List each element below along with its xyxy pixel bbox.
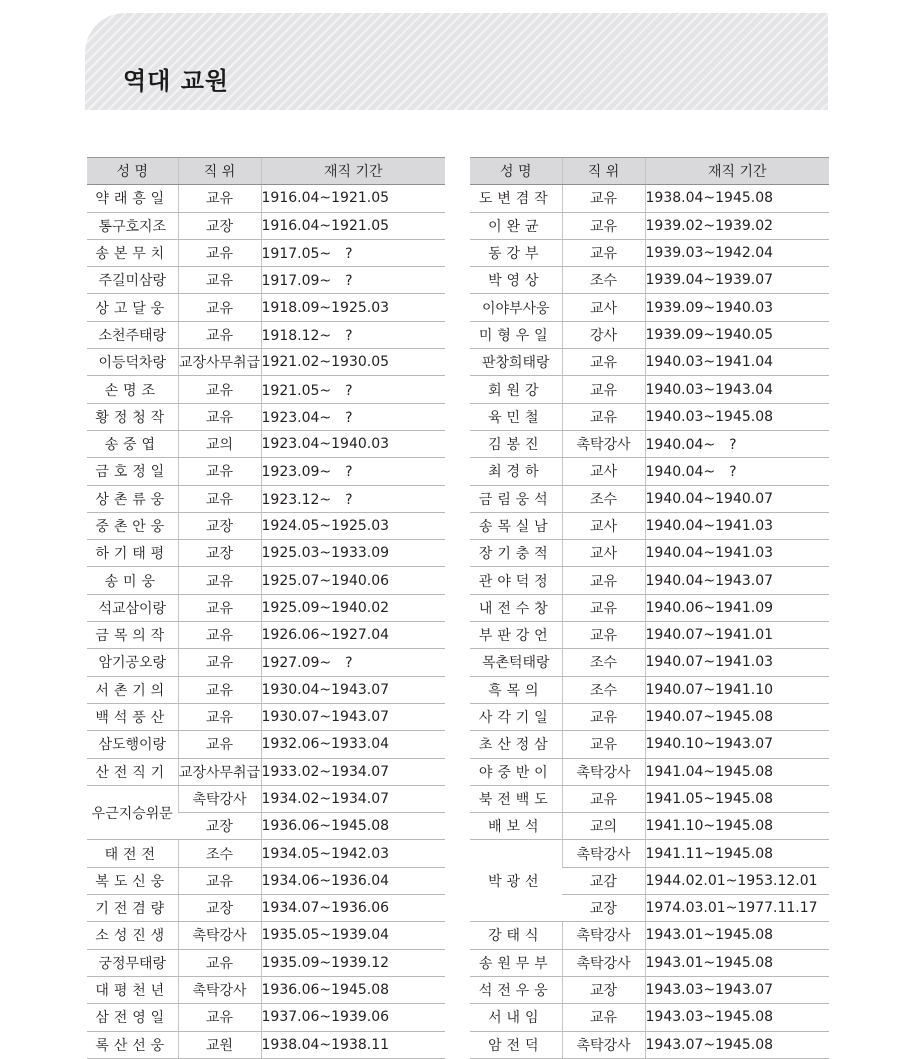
staff-position: 조수 xyxy=(562,649,645,676)
staff-position: 교장 xyxy=(178,512,261,539)
staff-position: 촉탁강사 xyxy=(178,785,261,812)
staff-name: 관야덕정 xyxy=(470,567,562,594)
table-row xyxy=(470,649,829,676)
staff-position: 강사 xyxy=(562,321,645,348)
table-row xyxy=(87,403,445,430)
staff-term: 1940.03~1943.04 xyxy=(645,376,829,403)
staff-term: 1932.06~1933.04 xyxy=(261,731,445,758)
header-name: 성 명 xyxy=(87,158,178,185)
table-row xyxy=(87,867,445,894)
staff-position: 교장 xyxy=(562,895,645,922)
table-header-row xyxy=(87,158,445,185)
table-row xyxy=(470,567,829,594)
table-row xyxy=(470,1004,829,1031)
table-row xyxy=(470,485,829,512)
staff-position: 조수 xyxy=(562,676,645,703)
staff-name: 회원강 xyxy=(470,376,562,403)
staff-position: 조수 xyxy=(562,267,645,294)
staff-position: 교유 xyxy=(178,376,261,403)
table-row xyxy=(470,703,829,730)
staff-term: 1924.05~1925.03 xyxy=(261,512,445,539)
staff-name: 약래흥일 xyxy=(87,185,178,212)
staff-position: 교장 xyxy=(178,540,261,567)
staff-position: 교의 xyxy=(178,430,261,457)
staff-name: 최경하 xyxy=(470,458,562,485)
staff-term: 1974.03.01~1977.11.17 xyxy=(645,895,829,922)
staff-name: 박광선 xyxy=(470,840,562,922)
staff-position: 교유 xyxy=(562,567,645,594)
table-row xyxy=(87,840,445,867)
staff-name: 록산선웅 xyxy=(87,1031,178,1058)
staff-term: 1939.03~1942.04 xyxy=(645,239,829,266)
staff-position: 교의 xyxy=(562,813,645,840)
staff-name: 이야부사웅 xyxy=(470,294,562,321)
staff-name: 손명조 xyxy=(87,376,178,403)
staff-position: 교사 xyxy=(562,458,645,485)
table-row xyxy=(87,649,445,676)
staff-name: 내전수창 xyxy=(470,594,562,621)
table-row xyxy=(470,540,829,567)
header-term: 재직 기간 xyxy=(645,158,829,185)
staff-name: 황정청작 xyxy=(87,403,178,430)
table-row xyxy=(470,1031,829,1058)
table-row xyxy=(87,185,445,212)
staff-name: 사각기일 xyxy=(470,703,562,730)
staff-term: 1943.03~1945.08 xyxy=(645,1004,829,1031)
table-row xyxy=(87,895,445,922)
staff-position: 교사 xyxy=(562,294,645,321)
table-row xyxy=(87,321,445,348)
table-row xyxy=(470,731,829,758)
staff-name: 송원무부 xyxy=(470,949,562,976)
table-row xyxy=(87,785,445,812)
staff-term: 1944.02.01~1953.12.01 xyxy=(645,867,829,894)
staff-term: 1939.02~1939.02 xyxy=(645,212,829,239)
staff-name: 도변겸작 xyxy=(470,185,562,212)
staff-position: 촉탁강사 xyxy=(562,758,645,785)
staff-term: 1938.04~1945.08 xyxy=(645,185,829,212)
table-row xyxy=(470,430,829,457)
table-row xyxy=(470,458,829,485)
staff-name: 산전직기 xyxy=(87,758,178,785)
table-row xyxy=(470,594,829,621)
staff-position: 촉탁강사 xyxy=(562,949,645,976)
table-row xyxy=(87,1004,445,1031)
table-row xyxy=(470,349,829,376)
staff-term: 1934.06~1936.04 xyxy=(261,867,445,894)
staff-term: 1923.09~ ? xyxy=(261,458,445,485)
table-row xyxy=(470,267,829,294)
table-row xyxy=(470,813,829,840)
staff-name: 우근지승위문 xyxy=(87,785,178,840)
staff-name: 대평천년 xyxy=(87,976,178,1003)
staff-position: 교유 xyxy=(178,267,261,294)
staff-position: 교유 xyxy=(562,376,645,403)
staff-term: 1937.06~1939.06 xyxy=(261,1004,445,1031)
staff-position: 교장 xyxy=(178,813,261,840)
table-row xyxy=(87,485,445,512)
table-row xyxy=(87,976,445,1003)
staff-term: 1916.04~1921.05 xyxy=(261,185,445,212)
staff-name: 백석풍산 xyxy=(87,703,178,730)
table-row xyxy=(87,430,445,457)
staff-name: 동강부 xyxy=(470,239,562,266)
staff-position: 교유 xyxy=(178,594,261,621)
staff-position: 교유 xyxy=(562,403,645,430)
table-row xyxy=(87,376,445,403)
staff-name: 금목의작 xyxy=(87,622,178,649)
staff-term: 1916.04~1921.05 xyxy=(261,212,445,239)
staff-term: 1940.07~1941.03 xyxy=(645,649,829,676)
staff-name: 상고달웅 xyxy=(87,294,178,321)
staff-position: 교유 xyxy=(562,622,645,649)
table-row xyxy=(470,376,829,403)
staff-position: 교유 xyxy=(178,185,261,212)
staff-name: 중촌안웅 xyxy=(87,512,178,539)
staff-term: 1943.07~1945.08 xyxy=(645,1031,829,1058)
table-row xyxy=(470,976,829,1003)
table-row xyxy=(87,267,445,294)
table-row xyxy=(470,758,829,785)
staff-term: 1930.07~1943.07 xyxy=(261,703,445,730)
staff-position: 촉탁강사 xyxy=(562,1031,645,1058)
staff-name: 상촌류웅 xyxy=(87,485,178,512)
staff-position: 교사 xyxy=(562,512,645,539)
table-row xyxy=(87,622,445,649)
staff-name: 소성진생 xyxy=(87,922,178,949)
staff-position: 촉탁강사 xyxy=(562,430,645,457)
table-row xyxy=(87,594,445,621)
staff-term: 1917.05~ ? xyxy=(261,239,445,266)
table-row xyxy=(470,321,829,348)
staff-name: 북전백도 xyxy=(470,785,562,812)
staff-term: 1940.04~1940.07 xyxy=(645,485,829,512)
table-row xyxy=(470,212,829,239)
header-term: 재직 기간 xyxy=(261,158,445,185)
table-row xyxy=(87,949,445,976)
staff-term: 1939.09~1940.05 xyxy=(645,321,829,348)
staff-term: 1940.04~1943.07 xyxy=(645,567,829,594)
staff-term: 1940.10~1943.07 xyxy=(645,731,829,758)
table-row xyxy=(470,294,829,321)
staff-table-left xyxy=(87,157,445,1059)
table-row xyxy=(87,540,445,567)
page-title: 역대 교원 xyxy=(123,67,230,95)
staff-name: 주길미삼랑 xyxy=(87,267,178,294)
staff-term: 1921.02~1930.05 xyxy=(261,349,445,376)
staff-position: 교유 xyxy=(562,239,645,266)
staff-name: 흑목의 xyxy=(470,676,562,703)
header-position: 직 위 xyxy=(178,158,261,185)
table-row xyxy=(87,1031,445,1058)
staff-name: 석전우웅 xyxy=(470,976,562,1003)
staff-position: 교유 xyxy=(562,703,645,730)
staff-name: 미형우일 xyxy=(470,321,562,348)
staff-term: 1935.05~1939.04 xyxy=(261,922,445,949)
staff-name: 송중엽 xyxy=(87,430,178,457)
staff-position: 교유 xyxy=(178,294,261,321)
staff-name: 금림웅석 xyxy=(470,485,562,512)
header-position: 직 위 xyxy=(562,158,645,185)
staff-term: 1917.09~ ? xyxy=(261,267,445,294)
staff-term: 1933.02~1934.07 xyxy=(261,758,445,785)
staff-term: 1936.06~1945.08 xyxy=(261,976,445,1003)
staff-position: 교유 xyxy=(562,594,645,621)
staff-name: 하기태평 xyxy=(87,540,178,567)
staff-name: 박영상 xyxy=(470,267,562,294)
staff-term: 1940.03~1945.08 xyxy=(645,403,829,430)
staff-name: 태전전 xyxy=(87,840,178,867)
staff-position: 교유 xyxy=(178,485,261,512)
staff-term: 1940.07~1941.10 xyxy=(645,676,829,703)
staff-term: 1923.04~1940.03 xyxy=(261,430,445,457)
table-row xyxy=(87,239,445,266)
staff-term: 1940.06~1941.09 xyxy=(645,594,829,621)
staff-name: 송목실남 xyxy=(470,512,562,539)
staff-position: 촉탁강사 xyxy=(178,976,261,1003)
staff-term: 1926.06~1927.04 xyxy=(261,622,445,649)
staff-term: 1941.11~1945.08 xyxy=(645,840,829,867)
table-row xyxy=(470,622,829,649)
staff-term: 1940.04~1941.03 xyxy=(645,512,829,539)
staff-name: 삼전영일 xyxy=(87,1004,178,1031)
staff-term: 1918.12~ ? xyxy=(261,321,445,348)
staff-name: 배보석 xyxy=(470,813,562,840)
table-row xyxy=(470,949,829,976)
staff-term: 1943.03~1943.07 xyxy=(645,976,829,1003)
table-row xyxy=(87,212,445,239)
staff-term: 1940.07~1941.01 xyxy=(645,622,829,649)
staff-position: 교유 xyxy=(178,949,261,976)
table-row xyxy=(87,922,445,949)
staff-position: 교유 xyxy=(178,1004,261,1031)
staff-position: 교유 xyxy=(562,349,645,376)
staff-position: 교원 xyxy=(178,1031,261,1058)
staff-name: 기전겸량 xyxy=(87,895,178,922)
staff-term: 1934.05~1942.03 xyxy=(261,840,445,867)
staff-name: 삼도행이랑 xyxy=(87,731,178,758)
staff-term: 1940.04~ ? xyxy=(645,430,829,457)
staff-name: 서내임 xyxy=(470,1004,562,1031)
table-row xyxy=(87,758,445,785)
staff-term: 1943.01~1945.08 xyxy=(645,922,829,949)
table-row xyxy=(470,840,829,867)
table-row xyxy=(87,567,445,594)
staff-name: 소천주태랑 xyxy=(87,321,178,348)
staff-position: 교유 xyxy=(178,403,261,430)
staff-position: 교유 xyxy=(178,703,261,730)
staff-term: 1925.03~1933.09 xyxy=(261,540,445,567)
staff-position: 교장사무취급 xyxy=(178,349,261,376)
table-row xyxy=(87,703,445,730)
staff-position: 교유 xyxy=(562,212,645,239)
staff-position: 교유 xyxy=(178,731,261,758)
staff-name: 석교삼이랑 xyxy=(87,594,178,621)
staff-name: 장기충적 xyxy=(470,540,562,567)
staff-position: 교장 xyxy=(178,895,261,922)
staff-term: 1938.04~1938.11 xyxy=(261,1031,445,1058)
staff-term: 1940.04~1941.03 xyxy=(645,540,829,567)
staff-position: 교유 xyxy=(178,867,261,894)
staff-position: 교유 xyxy=(562,785,645,812)
staff-position: 촉탁강사 xyxy=(562,840,645,867)
staff-name: 궁정무태랑 xyxy=(87,949,178,976)
staff-name: 암전덕 xyxy=(470,1031,562,1058)
staff-position: 교사 xyxy=(562,540,645,567)
staff-name: 서촌기의 xyxy=(87,676,178,703)
staff-name: 암기공오랑 xyxy=(87,649,178,676)
staff-table-right xyxy=(470,157,829,1059)
staff-position: 교장 xyxy=(562,976,645,1003)
staff-term: 1941.04~1945.08 xyxy=(645,758,829,785)
staff-position: 조수 xyxy=(562,485,645,512)
staff-term: 1925.09~1940.02 xyxy=(261,594,445,621)
staff-term: 1941.10~1945.08 xyxy=(645,813,829,840)
staff-name: 부판강언 xyxy=(470,622,562,649)
staff-term: 1941.05~1945.08 xyxy=(645,785,829,812)
staff-name: 이완균 xyxy=(470,212,562,239)
table-row xyxy=(87,458,445,485)
staff-position: 교장사무취급 xyxy=(178,758,261,785)
table-row xyxy=(470,922,829,949)
staff-name: 판창희태랑 xyxy=(470,349,562,376)
staff-term: 1918.09~1925.03 xyxy=(261,294,445,321)
table-row xyxy=(470,676,829,703)
table-row xyxy=(470,403,829,430)
staff-name: 송미웅 xyxy=(87,567,178,594)
staff-term: 1930.04~1943.07 xyxy=(261,676,445,703)
table-row xyxy=(87,294,445,321)
table-row xyxy=(470,239,829,266)
staff-position: 교유 xyxy=(562,185,645,212)
staff-name: 이등덕차랑 xyxy=(87,349,178,376)
staff-term: 1940.03~1941.04 xyxy=(645,349,829,376)
staff-position: 교유 xyxy=(178,321,261,348)
staff-position: 촉탁강사 xyxy=(178,922,261,949)
staff-name: 김봉진 xyxy=(470,430,562,457)
staff-name: 야중반이 xyxy=(470,758,562,785)
table-row xyxy=(87,731,445,758)
staff-position: 교감 xyxy=(562,867,645,894)
staff-term: 1935.09~1939.12 xyxy=(261,949,445,976)
staff-name: 육민철 xyxy=(470,403,562,430)
staff-term: 1943.01~1945.08 xyxy=(645,949,829,976)
staff-position: 교장 xyxy=(178,212,261,239)
staff-name: 통구호지조 xyxy=(87,212,178,239)
table-row xyxy=(87,512,445,539)
staff-position: 교유 xyxy=(178,676,261,703)
staff-term: 1940.04~ ? xyxy=(645,458,829,485)
staff-term: 1939.04~1939.07 xyxy=(645,267,829,294)
staff-name: 복도신웅 xyxy=(87,867,178,894)
table-row xyxy=(470,512,829,539)
staff-term: 1923.04~ ? xyxy=(261,403,445,430)
staff-term: 1936.06~1945.08 xyxy=(261,813,445,840)
staff-term: 1939.09~1940.03 xyxy=(645,294,829,321)
header-name: 성 명 xyxy=(470,158,562,185)
staff-term: 1934.07~1936.06 xyxy=(261,895,445,922)
staff-position: 교유 xyxy=(178,458,261,485)
staff-position: 조수 xyxy=(178,840,261,867)
staff-term: 1921.05~ ? xyxy=(261,376,445,403)
staff-term: 1940.07~1945.08 xyxy=(645,703,829,730)
staff-position: 교유 xyxy=(178,239,261,266)
table-row xyxy=(470,785,829,812)
staff-term: 1923.12~ ? xyxy=(261,485,445,512)
table-row xyxy=(87,349,445,376)
page-title-banner xyxy=(85,13,828,110)
staff-position: 교유 xyxy=(562,1004,645,1031)
staff-position: 교유 xyxy=(178,622,261,649)
staff-position: 촉탁강사 xyxy=(562,922,645,949)
staff-term: 1925.07~1940.06 xyxy=(261,567,445,594)
staff-name: 초산정삼 xyxy=(470,731,562,758)
staff-name: 송본무치 xyxy=(87,239,178,266)
staff-name: 금호정일 xyxy=(87,458,178,485)
staff-term: 1927.09~ ? xyxy=(261,649,445,676)
staff-name: 목촌턱태랑 xyxy=(470,649,562,676)
staff-term: 1934.02~1934.07 xyxy=(261,785,445,812)
table-row xyxy=(470,185,829,212)
staff-name: 강태식 xyxy=(470,922,562,949)
staff-position: 교유 xyxy=(562,731,645,758)
table-row xyxy=(87,676,445,703)
staff-position: 교유 xyxy=(178,567,261,594)
table-header-row xyxy=(470,158,829,185)
staff-position: 교유 xyxy=(178,649,261,676)
